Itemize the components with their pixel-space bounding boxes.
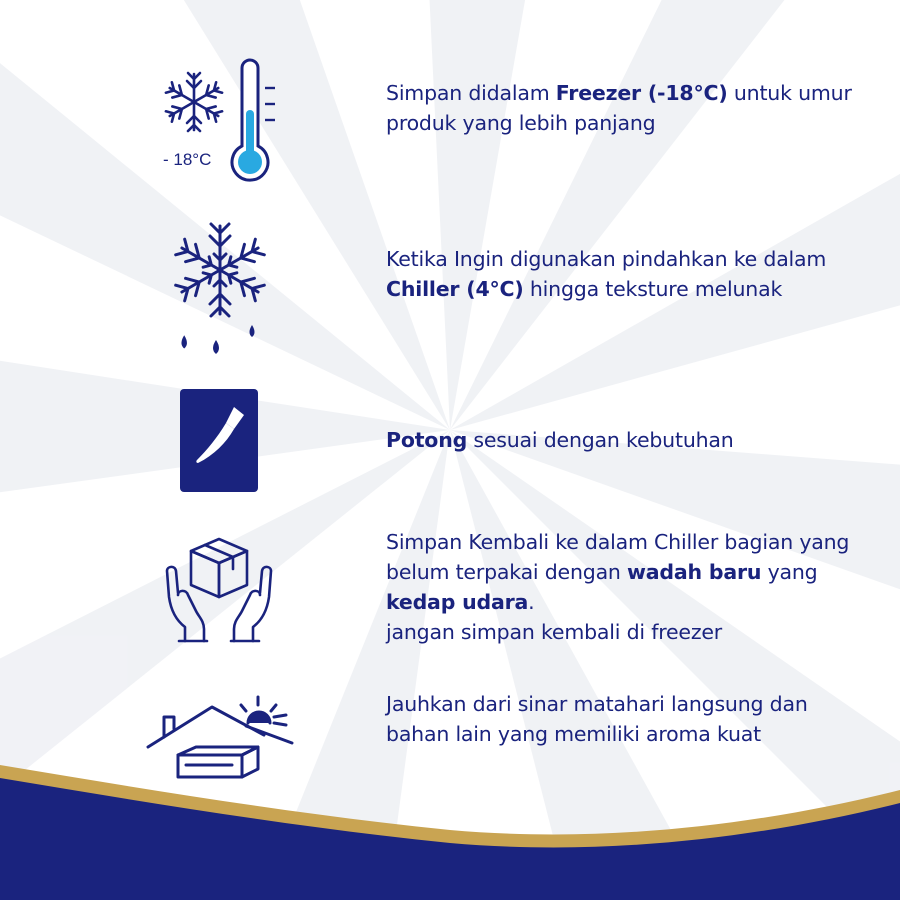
step-3-text: Potong sesuai dengan kebutuhan xyxy=(386,428,734,452)
step-5-text: Jauhkan dari sinar matahari langsung dan bahan lain yang memiliki aroma kuat xyxy=(386,692,808,746)
water-drops xyxy=(181,325,254,354)
hands-box-icon xyxy=(163,535,275,645)
box-icon xyxy=(191,539,247,597)
sun-icon xyxy=(241,697,286,725)
left-hand xyxy=(167,567,207,641)
temperature-label: - 18°C xyxy=(163,150,212,169)
snowflake-icon xyxy=(165,73,222,131)
house-roof xyxy=(148,707,292,747)
right-hand xyxy=(231,567,271,641)
step-1-text: Simpan didalam Freezer (-18°C) untuk umur produk yang lebih panjang xyxy=(386,81,852,135)
package-box xyxy=(178,747,258,777)
step-2-text: Ketika Ingin digunakan pindahkan ke dalam Chiller (4°C) hingga teksture melunak xyxy=(386,247,827,301)
thermometer-icon xyxy=(232,60,275,180)
step-4-text: Simpan Kembali ke dalam Chiller bagian yang belum terpakai dengan wadah baru yang kedap udara. jangan simpan kembali di freezer xyxy=(386,530,850,644)
knife-icon xyxy=(180,389,258,492)
snowflake-thermometer-icon xyxy=(160,62,280,192)
snowflake-dripping-icon xyxy=(172,222,268,362)
house-sun-box-icon xyxy=(146,683,294,783)
